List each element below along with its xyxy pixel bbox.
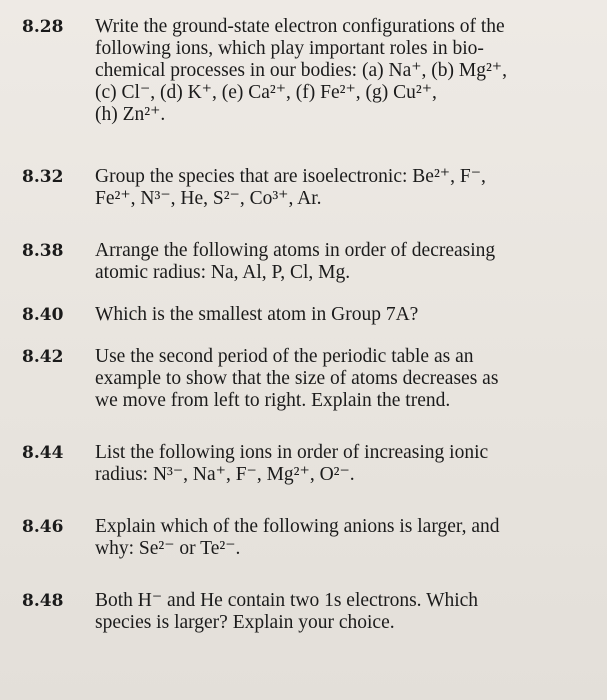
problem-text (95, 166, 555, 210)
problem-line: chemical processes in our bodies: (a) Na⁺, (b) Mg²⁺, (95, 60, 507, 81)
problem-line: atomic radius: Na, Al, P, Cl, Mg. (95, 262, 351, 283)
problem-line: species is larger? Explain your choice. (95, 612, 395, 633)
problem-line: we move from left to right. Explain the trend. (95, 390, 451, 411)
problem-line: why: Se²⁻ or Te²⁻. (95, 538, 241, 559)
problem-number: 8.40 (22, 305, 64, 325)
problem-text (95, 590, 555, 634)
problem-number: 8.32 (22, 167, 64, 187)
problem-line: Arrange the following atoms in order of decreasing (95, 240, 496, 261)
problem-number: 8.42 (22, 347, 64, 367)
problem-line: Which is the smallest atom in Group 7A? (95, 304, 419, 325)
problem-line: (c) Cl⁻, (d) K⁺, (e) Ca²⁺, (f) Fe²⁺, (g) Cu²⁺, (95, 82, 437, 103)
problem-number: 8.46 (22, 517, 64, 537)
problem-line: Write the ground-state electron configurations of the (95, 16, 505, 37)
problem-line: Fe²⁺, N³⁻, He, S²⁻, Co³⁺, Ar. (95, 188, 322, 209)
problem-text (95, 442, 555, 486)
problem-text (95, 16, 555, 126)
problem-text (95, 346, 555, 412)
problem-number: 8.28 (22, 17, 64, 37)
problem-line: Explain which of the following anions is larger, and (95, 516, 500, 537)
problem-line: (h) Zn²⁺. (95, 104, 166, 125)
problem-number: 8.38 (22, 241, 64, 261)
problem-line: Both H⁻ and He contain two 1s electrons. Which (95, 590, 479, 611)
problem-line: radius: N³⁻, Na⁺, F⁻, Mg²⁺, O²⁻. (95, 464, 355, 485)
problem-line: Group the species that are isoelectronic: Be²⁺, F⁻, (95, 166, 486, 187)
problem-line: List the following ions in order of increasing ionic (95, 442, 489, 463)
problem-text (95, 240, 555, 284)
problem-line: Use the second period of the periodic table as an (95, 346, 474, 367)
problem-line: example to show that the size of atoms decreases as (95, 368, 499, 389)
problem-text (95, 516, 555, 560)
problem-text (95, 304, 555, 326)
problem-number: 8.48 (22, 591, 64, 611)
problem-number: 8.44 (22, 443, 64, 463)
problem-line: following ions, which play important roles in bio- (95, 38, 484, 59)
